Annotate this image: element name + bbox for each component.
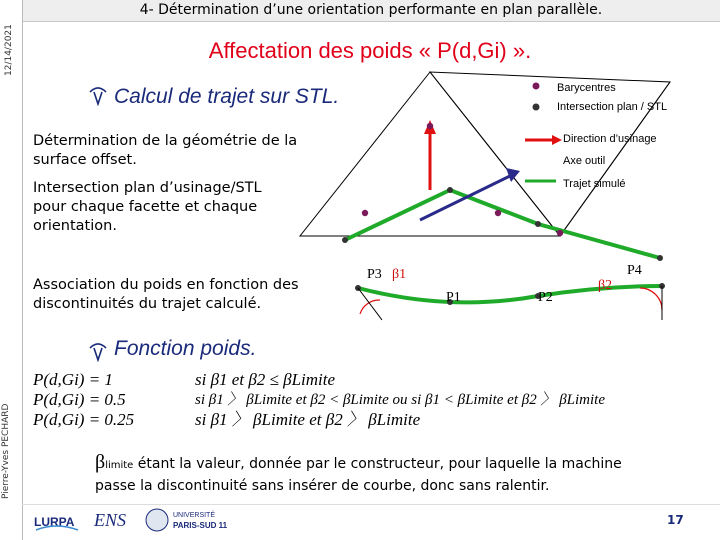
formula-line3-left: P(d,Gi) = 0.25 <box>33 410 135 429</box>
legend-intersection: Intersection plan / STL <box>557 101 668 113</box>
formula-line1-left: P(d,Gi) = 1 <box>33 370 113 389</box>
beta2-arc <box>640 288 662 310</box>
legend-trajet: Trajet simulé <box>563 178 626 190</box>
legend-barycentre-icon <box>533 83 540 90</box>
sidebar-author: Pierre-Yves PECHARD <box>1 403 11 499</box>
legend-intersection-icon <box>533 104 540 111</box>
formula-line2-right: si β1 〉 βLimite et β2 < βLimite ou si β1 < βLimite et β2 〉 βLimite <box>195 392 606 408</box>
slide-title: Affectation des poids « P(d,Gi) ». <box>208 38 532 63</box>
discontinuity-curve <box>358 286 662 302</box>
label-p2: P2 <box>538 290 553 305</box>
section-heading-poids: Fonction poids. <box>114 337 257 360</box>
intersection-points <box>342 187 663 261</box>
lurpa-logo <box>32 506 82 534</box>
formula-line3-right: si β1 〉 βLimite et β2 〉 βLimite <box>195 410 421 429</box>
bullet-icon <box>88 342 108 367</box>
paragraph-association: Association du poids en fonction des discontinuités du trajet calculé. <box>33 277 299 312</box>
trajet-simule-line <box>345 190 660 258</box>
paragraph-intersection: Intersection plan d’usinage/STL pour chaque facette et chaque orientation. <box>33 180 262 234</box>
svg-text:UNIVERSITÉ: UNIVERSITÉ <box>173 512 216 519</box>
legend-direction: Direction d’usinage <box>563 133 657 145</box>
label-beta1: β1 <box>392 267 407 282</box>
universite-logo <box>145 506 235 534</box>
sidebar-divider <box>22 0 23 540</box>
svg-text:ENS: ENS <box>94 510 127 530</box>
beta-subscript: limite <box>105 460 134 471</box>
label-beta2: β2 <box>598 278 613 293</box>
label-p1: P1 <box>446 290 461 305</box>
label-p3: P3 <box>367 267 382 282</box>
formula-line1-right: si β1 et β2 ≤ βLimite <box>195 370 336 389</box>
footer-divider <box>22 504 720 505</box>
header-bar <box>22 0 720 22</box>
svg-text:LURPA: LURPA <box>34 515 75 529</box>
header-title: 4- Détermination d’une orientation performante en plan parallèle. <box>139 2 603 18</box>
section-heading-stl: Calcul de trajet sur STL. <box>114 85 340 108</box>
legend-barycentres: Barycentres <box>557 82 616 94</box>
formula-line2-left: P(d,Gi) = 0.5 <box>33 390 126 409</box>
bullet-icon <box>88 86 108 111</box>
sidebar-date: 12/14/2021 <box>4 24 14 76</box>
limit-note-text: étant la valeur, donnée par le constructeur, pour laquelle la machine passe la discontinuité sans insérer de courbe, donc sans ralentir. <box>95 456 622 494</box>
limit-note <box>95 452 655 496</box>
svg-text:PARIS-SUD 11: PARIS-SUD 11 <box>173 521 228 530</box>
beta1-arc <box>360 300 380 314</box>
page-number: 17 <box>667 513 684 527</box>
ens-logo <box>90 506 140 534</box>
paragraph-offset: Détermination de la géométrie de la surface offset. <box>33 133 298 168</box>
beta-symbol: β <box>95 451 106 473</box>
legend-axe: Axe outil <box>563 155 606 167</box>
label-p4: P4 <box>627 263 642 278</box>
